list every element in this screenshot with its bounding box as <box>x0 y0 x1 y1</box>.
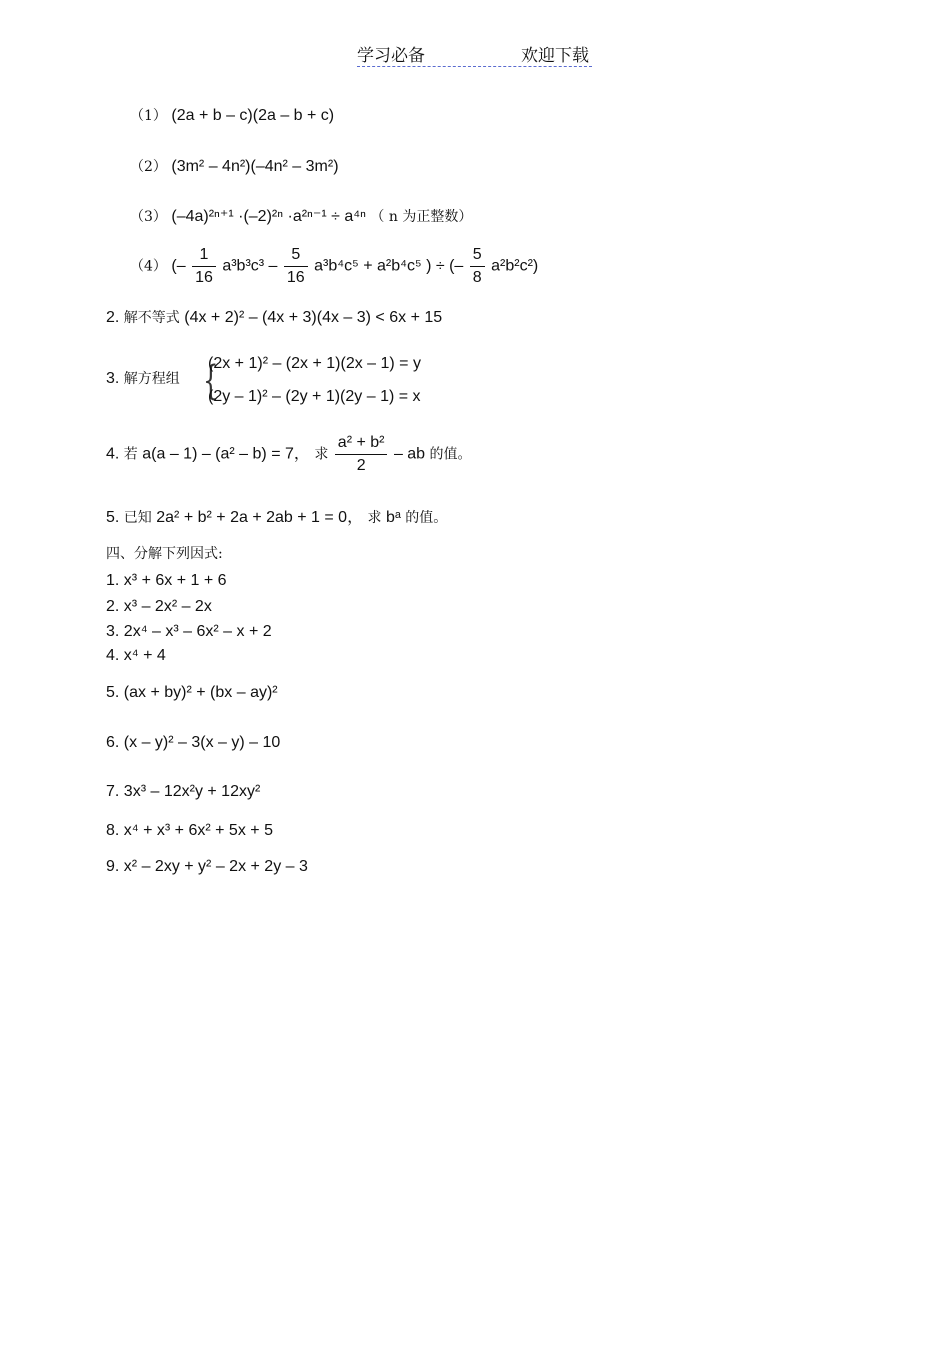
factor-item: 8. x⁴ + x³ + 6x² + 5x + 5 <box>106 822 273 839</box>
fraction: $\frac{5}{16}$ <box>284 244 308 289</box>
fraction: $\frac{\text{a² + b²}}{2}$ <box>335 432 388 477</box>
equation-1: (2x + 1)² – (2x + 1)(2x – 1) = y <box>208 355 421 372</box>
sub-problem-1: （1） (2a + b – c)(2a – b + c) <box>130 107 335 124</box>
factor-item: 3. 2x⁴ – x³ – 6x² – x + 2 <box>106 623 272 640</box>
header-left: 学习必备 <box>357 46 425 66</box>
equation-2: (2y – 1)² – (2y + 1)(2y – 1) = x <box>208 388 421 405</box>
question-5: 5. 已知 2a² + b² + 2a + 2ab + 1 = 0， 求 bᵃ 的值。 <box>106 509 448 526</box>
factor-item: 7. 3x³ – 12x²y + 12xy² <box>106 783 261 800</box>
question-4: 4. 若 a(a – 1) – (a² – b) = 7， 求 $\frac{\text{a² + b²}}{2}$ – ab 的值。 <box>106 432 472 477</box>
page-header <box>357 40 592 67</box>
system-brace: { <box>203 358 219 404</box>
question-3-label: 3. 解方程组 <box>106 370 180 387</box>
factor-item: 9. x² – 2xy + y² – 2x + 2y – 3 <box>106 858 308 875</box>
section-title: 四、分解下列因式: <box>106 546 223 562</box>
fraction: $\frac{1}{16}$ <box>192 244 216 289</box>
fraction: $\frac{5}{8}$ <box>470 244 485 289</box>
factor-item: 4. x⁴ + 4 <box>106 647 166 664</box>
factor-item: 2. x³ – 2x² – 2x <box>106 598 212 615</box>
header-right: 欢迎下载 <box>521 46 589 66</box>
factor-item: 5. (ax + by)² + (bx – ay)² <box>106 684 278 701</box>
sub-problem-3: （3） (–4a)²ⁿ⁺¹ ·(–2)²ⁿ ·a²ⁿ⁻¹ ÷ a⁴ⁿ （ n 为正整数） <box>130 208 473 225</box>
sub-problem-4: （4） (– $\frac{1}{16}$ a³b³c³ – $\frac{5}{16}$ a³b⁴c⁵ + a²b⁴c⁵ ) ÷ (– $\frac{5}{8}$ a²b²c²) <box>130 244 538 289</box>
question-2: 2. 解不等式 (4x + 2)² – (4x + 3)(4x – 3) < 6x + 15 <box>106 309 443 326</box>
sub-problem-2: （2） (3m² – 4n²)(–4n² – 3m²) <box>130 158 339 175</box>
factor-item: 1. x³ + 6x + 1 + 6 <box>106 572 227 589</box>
factor-item: 6. (x – y)² – 3(x – y) – 10 <box>106 734 281 751</box>
